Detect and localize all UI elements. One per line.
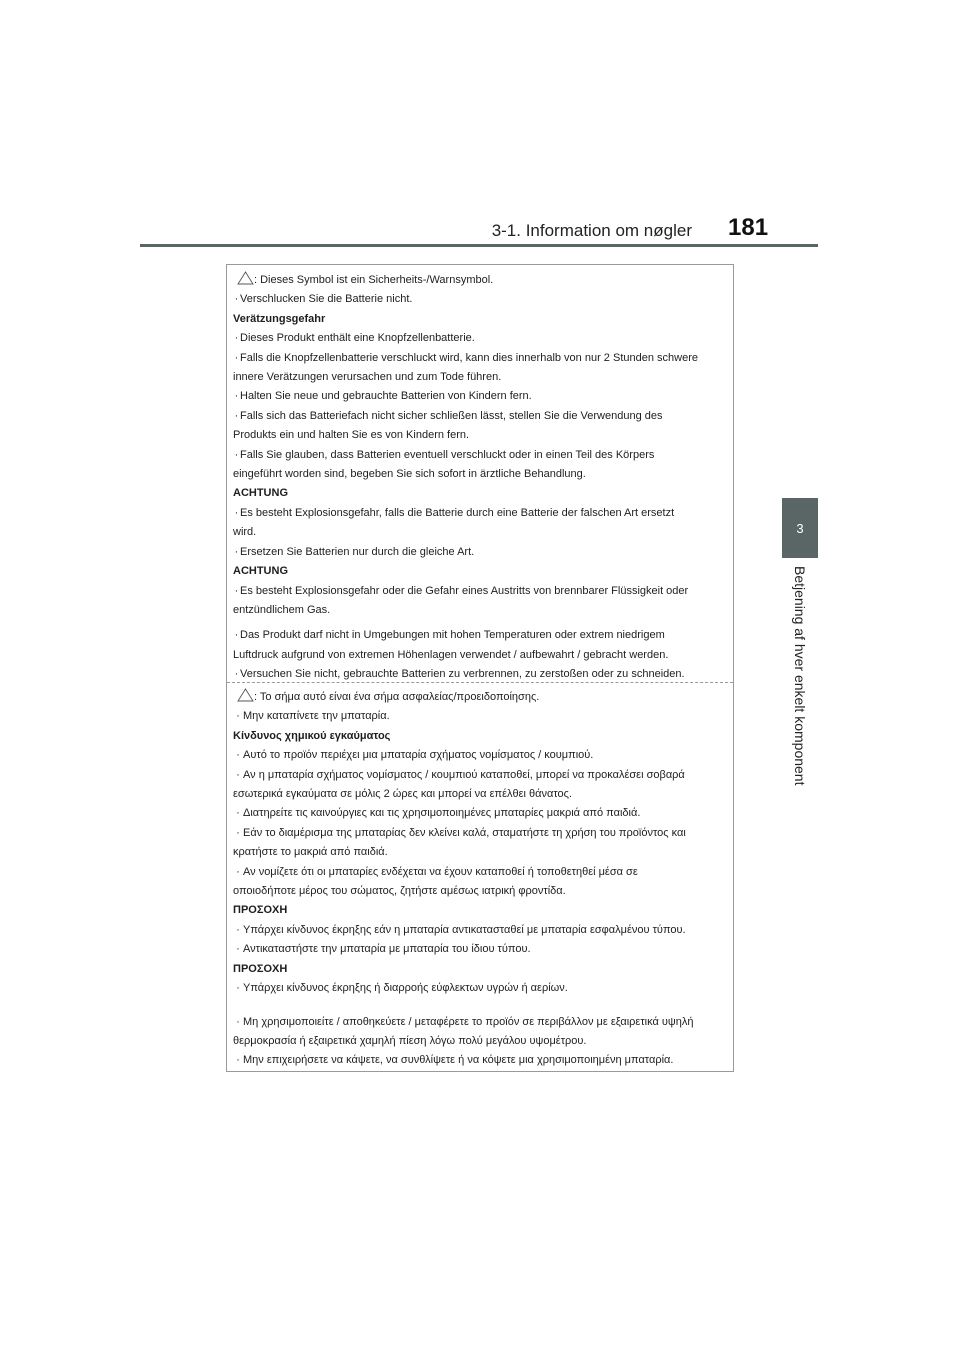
list-item: · Es besteht Explosionsgefahr, falls die Batterie durch eine Batterie der falschen Art ersetzt xyxy=(234,506,675,519)
page-number: 181 xyxy=(728,214,769,241)
list-item-continued: entzündlichem Gas. xyxy=(233,603,331,616)
list-item: · Falls sich das Batteriefach nicht sicher schließen lässt, stellen Sie die Verwendung des xyxy=(234,409,663,422)
list-item-continued: wird. xyxy=(233,526,257,539)
heading-caution: ACHTUNG xyxy=(233,487,288,500)
list-item: · Μην καταπίνετε την μπαταρία. xyxy=(236,710,390,723)
list-item: · Halten Sie neue und gebrauchte Batterien von Kindern fern. xyxy=(234,390,532,403)
list-item-continued: Luftdruck aufgrund von extremen Höhenlagen verwendet / aufbewahrt / gebracht werden. xyxy=(233,648,669,661)
symbol-note: : Dieses Symbol ist ein Sicherheits-/Warnsymbol. xyxy=(254,274,494,286)
symbol-note: : Το σήμα αυτό είναι ένα σήμα ασφαλείας/προειδοποίησης. xyxy=(254,691,540,703)
list-item: · Αν νομίζετε ότι οι μπαταρίες ενδέχεται να έχουν καταποθεί ή τοποθετηθεί μέσα σε xyxy=(236,865,638,878)
list-item-continued: οποιοδήποτε μέρος του σώματος, ζητήστε αμέσως ιατρική φροντίδα. xyxy=(233,885,566,898)
list-item: · Διατηρείτε τις καινούργιες και τις χρησιμοποιημένες μπαταρίες μακριά από παιδιά. xyxy=(236,807,641,820)
list-item: · Ersetzen Sie Batterien nur durch die gleiche Art. xyxy=(234,545,475,558)
list-item-continued: Produkts ein und halten Sie es von Kindern fern. xyxy=(233,429,470,442)
list-item: · Αντικαταστήστε την μπαταρία με μπαταρία του ίδιου τύπου. xyxy=(236,943,531,956)
heading-caution: ACHTUNG xyxy=(233,565,288,578)
list-item-continued: eingeführt worden sind, begeben Sie sich sofort in ärztliche Behandlung. xyxy=(233,468,586,481)
list-item: · Αυτό το προϊόν περιέχει μια μπαταρία σχήματος νομίσματος / κουμπιού. xyxy=(236,749,594,762)
list-item: · Εάν το διαμέρισμα της μπαταρίας δεν κλείνει καλά, σταματήστε τη χρήση του προϊόντος και xyxy=(236,826,686,839)
section-divider xyxy=(227,682,733,683)
chapter-label: Betjening af hver enkelt komponent xyxy=(792,566,808,786)
heading-corrosion: Verätzungsgefahr xyxy=(233,312,326,325)
chapter-tab xyxy=(782,498,818,558)
list-item: · Das Produkt darf nicht in Umgebungen mit hohen Temperaturen oder extrem niedrigem xyxy=(234,629,665,642)
list-item: · Υπάρχει κίνδυνος έκρηξης εάν η μπαταρία αντικατασταθεί με μπαταρία εσφαλμένου τύπου. xyxy=(236,923,686,936)
list-item: · Falls die Knopfzellenbatterie verschluckt wird, kann dies innerhalb von nur 2 Stunden schwere xyxy=(234,351,698,364)
german-warning-section xyxy=(227,271,733,685)
list-item-continued: εσωτερικά εγκαύματα σε μόλις 2 ώρες και μπορεί να επέλθει θάνατος. xyxy=(233,788,572,801)
list-item: · Αν η μπαταρία σχήματος νομίσματος / κουμπιού καταποθεί, μπορεί να προκαλέσει σοβαρά xyxy=(236,768,685,781)
list-item: · Es besteht Explosionsgefahr oder die Gefahr eines Austritts von brennbarer Flüssigkeit oder xyxy=(234,584,689,597)
list-item-continued: κρατήστε το μακριά από παιδιά. xyxy=(233,846,388,859)
greek-warning-section xyxy=(227,688,733,1071)
heading-chemical-burn: Κίνδυνος χημικού εγκαύματος xyxy=(233,729,391,742)
warning-triangle-icon xyxy=(237,271,254,285)
list-item: · Dieses Produkt enthält eine Knopfzellenbatterie. xyxy=(234,332,475,345)
warning-triangle-icon xyxy=(237,688,254,702)
list-item-continued: innere Verätzungen verursachen und zum Tode führen. xyxy=(233,371,502,384)
heading-caution: ΠΡΟΣΟΧΗ xyxy=(233,962,288,975)
list-item: · Μην επιχειρήσετε να κάψετε, να συνθλίψετε ή να κόψετε μια χρησιμοποιημένη μπαταρία. xyxy=(236,1054,674,1067)
list-item: · Μη χρησιμοποιείτε / αποθηκεύετε / μεταφέρετε το προϊόν σε περιβάλλον με εξαιρετικά υψηλή xyxy=(236,1015,694,1028)
header-rule xyxy=(140,244,818,247)
section-title: 3-1. Information om nøgler xyxy=(491,221,692,240)
warning-box xyxy=(226,264,734,1072)
list-item: · Versuchen Sie nicht, gebrauchte Batterien zu verbrennen, zu zerstoßen oder zu schneiden. xyxy=(234,668,685,681)
heading-caution: ΠΡΟΣΟΧΗ xyxy=(233,904,288,917)
list-item: · Falls Sie glauben, dass Batterien eventuell verschluckt oder in einen Teil des Körpers xyxy=(234,448,655,461)
list-item: · Υπάρχει κίνδυνος έκρηξης ή διαρροής εύφλεκτων υγρών ή αερίων. xyxy=(236,982,568,995)
list-item: · Verschlucken Sie die Batterie nicht. xyxy=(234,293,413,306)
symbol-note-line xyxy=(233,688,727,707)
symbol-note-line xyxy=(233,271,727,290)
chapter-number: 3 xyxy=(796,520,804,536)
list-item-continued: θερμοκρασία ή εξαιρετικά χαμηλή πίεση λόγω πολύ μεγάλου υψομέτρου. xyxy=(233,1034,587,1047)
